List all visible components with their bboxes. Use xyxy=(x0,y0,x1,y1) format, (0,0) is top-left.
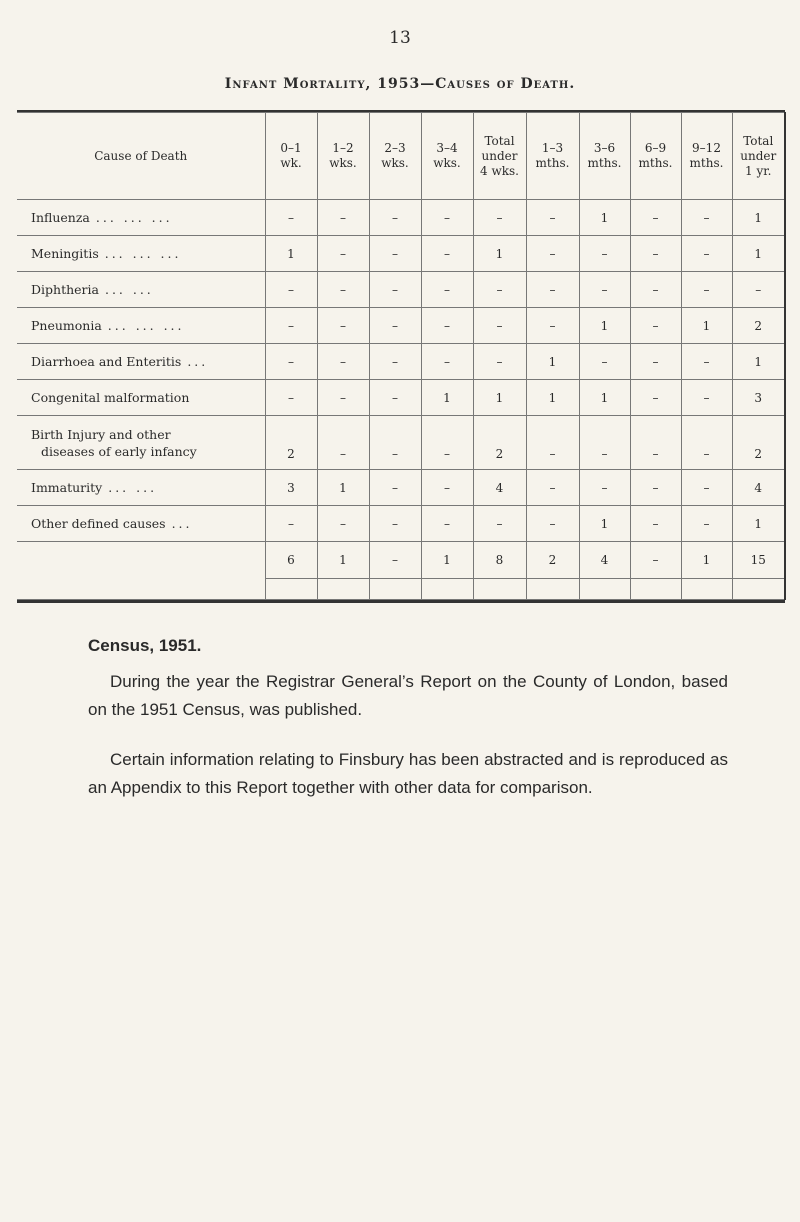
cause-cell xyxy=(17,380,265,416)
value-cell: – xyxy=(317,200,369,236)
cause-label: Diarrhoea and Enteritis xyxy=(31,354,182,369)
header-col-3 xyxy=(369,113,421,200)
value-cell: – xyxy=(317,236,369,272)
value-cell: – xyxy=(630,272,681,308)
value-cell: – xyxy=(681,470,732,506)
leader-dots: ... ... xyxy=(104,282,154,297)
value-cell: – xyxy=(317,416,369,470)
table-row xyxy=(17,506,785,542)
cause-label: Diphtheria xyxy=(31,282,99,297)
value-cell: – xyxy=(526,308,579,344)
header-col-7 xyxy=(579,113,630,200)
value-cell: – xyxy=(369,200,421,236)
header-line: mths. xyxy=(638,156,673,170)
value-cell: – xyxy=(630,416,681,470)
value-cell: – xyxy=(421,236,473,272)
leader-dots: ... xyxy=(171,516,193,531)
total-cell: 2 xyxy=(526,542,579,579)
total-cell: 4 xyxy=(579,542,630,579)
cause-label: Other defined causes xyxy=(31,516,166,531)
table-row xyxy=(17,308,785,344)
leader-dots: ... ... xyxy=(108,480,158,495)
header-line: 9–12 xyxy=(692,141,721,155)
value-cell: – xyxy=(473,344,526,380)
total-cell: – xyxy=(630,542,681,579)
value-cell: – xyxy=(317,272,369,308)
value-cell: 1 xyxy=(579,380,630,416)
header-line: 3–4 xyxy=(436,141,458,155)
value-cell: 1 xyxy=(732,200,785,236)
header-line: under xyxy=(481,148,518,163)
value-cell: – xyxy=(681,416,732,470)
totals-row xyxy=(17,542,785,579)
value-cell: 1 xyxy=(579,200,630,236)
value-cell: 1 xyxy=(732,344,785,380)
header-col-1 xyxy=(265,113,317,200)
value-cell: – xyxy=(265,380,317,416)
value-cell: – xyxy=(317,308,369,344)
cause-cell xyxy=(17,272,265,308)
value-cell: 2 xyxy=(732,416,785,470)
value-cell: 1 xyxy=(579,308,630,344)
header-line: 3–6 xyxy=(593,141,616,155)
value-cell: – xyxy=(526,470,579,506)
value-cell: – xyxy=(369,308,421,344)
header-line: 4 wks. xyxy=(480,163,519,178)
value-cell: – xyxy=(579,416,630,470)
header-line: mths. xyxy=(689,156,724,170)
value-cell: – xyxy=(579,344,630,380)
page-number: 13 xyxy=(389,28,411,48)
value-cell: – xyxy=(421,308,473,344)
table-row xyxy=(17,470,785,506)
header-col-6 xyxy=(526,113,579,200)
value-cell: – xyxy=(421,470,473,506)
cause-label: Pneumonia xyxy=(31,318,102,333)
value-cell: – xyxy=(369,344,421,380)
value-cell: – xyxy=(630,506,681,542)
blank-cell xyxy=(421,579,473,600)
header-line: 1–3 xyxy=(541,141,564,155)
header-line: 2–3 xyxy=(384,141,406,155)
value-cell: – xyxy=(526,272,579,308)
value-cell: 1 xyxy=(579,506,630,542)
table-row xyxy=(17,380,785,416)
value-cell: – xyxy=(317,506,369,542)
table-header-row xyxy=(17,113,785,200)
header-col-4 xyxy=(421,113,473,200)
value-cell: – xyxy=(681,380,732,416)
header-line: under xyxy=(740,148,777,163)
value-cell: 1 xyxy=(732,236,785,272)
census-section xyxy=(88,636,728,824)
value-cell: 2 xyxy=(473,416,526,470)
total-cell: 6 xyxy=(265,542,317,579)
cause-cell xyxy=(17,344,265,380)
leader-dots: ... xyxy=(187,354,209,369)
blank-cell xyxy=(265,579,317,600)
cause-cell xyxy=(17,506,265,542)
value-cell: – xyxy=(526,416,579,470)
value-cell: 2 xyxy=(265,416,317,470)
value-cell: – xyxy=(265,200,317,236)
table-row xyxy=(17,344,785,380)
value-cell: – xyxy=(421,272,473,308)
value-cell: – xyxy=(317,344,369,380)
value-cell: – xyxy=(369,416,421,470)
blank-cell xyxy=(681,579,732,600)
value-cell: 1 xyxy=(526,344,579,380)
value-cell: – xyxy=(265,506,317,542)
header-line: Total xyxy=(484,133,515,148)
header-cause-of-death xyxy=(17,113,265,200)
table-title: Infant Mortality, 1953—Causes of Death. xyxy=(224,76,576,92)
blank-cell xyxy=(473,579,526,600)
value-cell: 3 xyxy=(265,470,317,506)
value-cell: – xyxy=(681,236,732,272)
value-cell: – xyxy=(630,470,681,506)
census-paragraph-1: During the year the Registrar General’s Report on the County of London, based on the 1951 Census, was published. xyxy=(88,672,728,719)
value-cell: – xyxy=(579,236,630,272)
header-col-10 xyxy=(732,113,785,200)
census-paragraph-2: Certain information relating to Finsbury has been abstracted and is reproduced as an Appendix to this Report together with other data for comparison. xyxy=(88,750,728,797)
value-cell: – xyxy=(526,200,579,236)
value-cell: – xyxy=(630,236,681,272)
header-line: wks. xyxy=(329,156,357,170)
cause-label: Birth Injury and other xyxy=(31,426,171,442)
blank-cell xyxy=(526,579,579,600)
value-cell: – xyxy=(473,506,526,542)
value-cell: – xyxy=(630,344,681,380)
header-col-5 xyxy=(473,113,526,200)
value-cell: 1 xyxy=(473,380,526,416)
blank-cell xyxy=(579,579,630,600)
value-cell: – xyxy=(473,200,526,236)
cause-label: Congenital malformation xyxy=(31,390,190,405)
value-cell: – xyxy=(369,506,421,542)
value-cell: – xyxy=(526,236,579,272)
total-cell: 15 xyxy=(732,542,785,579)
value-cell: 4 xyxy=(473,470,526,506)
cause-cell xyxy=(17,200,265,236)
value-cell: 1 xyxy=(421,380,473,416)
value-cell: 1 xyxy=(265,236,317,272)
blank-cell xyxy=(732,579,785,600)
header-line: mths. xyxy=(535,156,570,170)
value-cell: 1 xyxy=(317,470,369,506)
table-row xyxy=(17,272,785,308)
value-cell: – xyxy=(579,470,630,506)
blank-cell xyxy=(317,579,369,600)
value-cell: – xyxy=(421,416,473,470)
cause-label: Immaturity xyxy=(31,480,103,495)
value-cell: – xyxy=(421,506,473,542)
blank-cell xyxy=(630,579,681,600)
value-cell: 1 xyxy=(681,308,732,344)
table-row xyxy=(17,416,785,470)
value-cell: – xyxy=(421,344,473,380)
value-cell: 3 xyxy=(732,380,785,416)
total-cell: 8 xyxy=(473,542,526,579)
table-row xyxy=(17,200,785,236)
value-cell: 2 xyxy=(732,308,785,344)
value-cell: – xyxy=(421,200,473,236)
value-cell: – xyxy=(681,200,732,236)
header-line: 0–1 xyxy=(280,141,302,155)
cause-cell xyxy=(17,308,265,344)
infant-mortality-table xyxy=(17,110,785,603)
value-cell: – xyxy=(681,272,732,308)
value-cell: – xyxy=(630,308,681,344)
total-cell: 1 xyxy=(421,542,473,579)
cause-cell xyxy=(17,236,265,272)
value-cell: – xyxy=(473,272,526,308)
value-cell: – xyxy=(681,344,732,380)
total-cell: 1 xyxy=(681,542,732,579)
total-cell: – xyxy=(369,542,421,579)
cause-label: Influenza xyxy=(31,210,90,225)
header-line: mths. xyxy=(587,156,622,170)
value-cell: – xyxy=(369,380,421,416)
value-cell: – xyxy=(732,272,785,308)
cause-cell xyxy=(17,416,265,470)
value-cell: 1 xyxy=(732,506,785,542)
table-row xyxy=(17,236,785,272)
header-line: wk. xyxy=(280,156,302,170)
header-line: Total xyxy=(743,133,774,148)
value-cell: – xyxy=(369,272,421,308)
value-cell: 1 xyxy=(473,236,526,272)
value-cell: 1 xyxy=(526,380,579,416)
value-cell: – xyxy=(317,380,369,416)
value-cell: – xyxy=(473,308,526,344)
leader-dots: ... ... ... xyxy=(104,246,182,261)
value-cell: – xyxy=(369,470,421,506)
blank-cell xyxy=(369,579,421,600)
value-cell: – xyxy=(526,506,579,542)
census-heading: Census, 1951. xyxy=(88,636,202,655)
table-body xyxy=(17,200,785,600)
value-cell: – xyxy=(265,308,317,344)
value-cell: – xyxy=(265,272,317,308)
total-cell: 1 xyxy=(317,542,369,579)
totals-label-cell xyxy=(17,542,265,600)
cause-label: Meningitis xyxy=(31,246,99,261)
leader-dots: ... ... ... xyxy=(95,210,173,225)
header-line: Cause of Death xyxy=(94,148,188,163)
value-cell: 4 xyxy=(732,470,785,506)
header-line: 1–2 xyxy=(332,141,354,155)
value-cell: – xyxy=(630,380,681,416)
leader-dots: ... ... ... xyxy=(107,318,185,333)
header-col-9 xyxy=(681,113,732,200)
value-cell: – xyxy=(265,344,317,380)
header-line: 6–9 xyxy=(644,141,667,155)
value-cell: – xyxy=(369,236,421,272)
header-line: wks. xyxy=(433,156,461,170)
header-line: 1 yr. xyxy=(745,163,772,178)
value-cell: – xyxy=(681,506,732,542)
value-cell: – xyxy=(630,200,681,236)
value-cell: – xyxy=(579,272,630,308)
header-col-8 xyxy=(630,113,681,200)
header-col-2 xyxy=(317,113,369,200)
cause-label-line-2: diseases of early infancy xyxy=(41,443,197,459)
cause-cell xyxy=(17,470,265,506)
header-line: wks. xyxy=(381,156,409,170)
